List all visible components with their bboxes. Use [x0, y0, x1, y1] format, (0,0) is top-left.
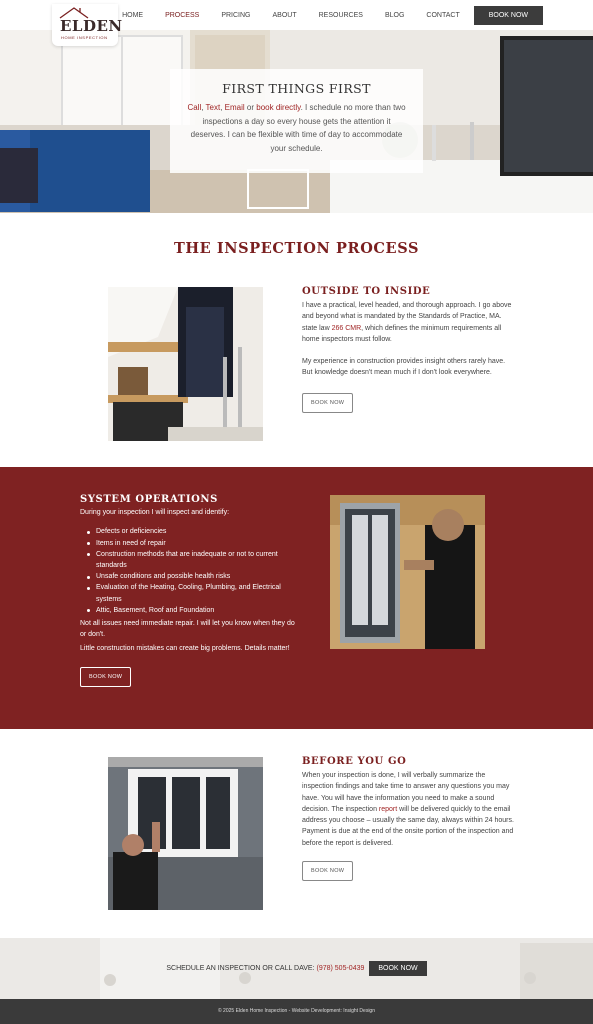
inspection-list [87, 526, 295, 616]
para-text: , which defines the minimum requirements all home inspectors must follow. [302, 324, 502, 343]
nav-process[interactable]: PROCESS [165, 11, 200, 19]
section-paragraph [302, 300, 517, 345]
text-link[interactable]: Text [205, 103, 221, 112]
logo-name: ELDEN [60, 17, 123, 35]
section-heading: BEFORE YOU GO [302, 756, 407, 767]
hero-body: . I schedule no more than two inspections a day so every house gets the attention it deserves. I can be flexible with time of day to accommodate your schedule. [190, 103, 406, 153]
section-paragraph: My experience in construction provides insight others rarely have. But knowledge doesn't mean much if I don't look everywhere. [302, 358, 506, 377]
list-item: Evaluation of the Heating, Cooling, Plumbing, and Electrical systems [87, 582, 295, 604]
hero-sep: , [201, 103, 206, 112]
nav-blog[interactable]: BLOG [384, 11, 405, 19]
attic-photo [108, 287, 263, 441]
phone-link[interactable]: (978) 505-0439 [316, 965, 365, 972]
nav-about[interactable]: ABOUT [272, 11, 297, 19]
section-intro: During your inspection I will inspect and identify: [80, 509, 230, 516]
para-text: When your inspection is done, I will verbally summarize the inspection findings and take time to answer any questions you may have. You will have the information you need to make a sound decision. The inspection [302, 772, 510, 813]
footer-text: © 2025 Elden Home Inspection - Website Development: Insight Design [217, 1008, 375, 1014]
book-directly-link[interactable]: book directly [256, 103, 301, 112]
list-item: Items in need of repair [87, 538, 295, 549]
para-text: will be delivered quickly to the email address you choose – usually the same day, always within 24 hours. Payment is due at the end of the onsite portion of the inspection and before the report is delivered. [302, 805, 514, 847]
cta-content [0, 961, 593, 976]
report-link[interactable]: report [378, 805, 398, 813]
main-nav [100, 6, 543, 24]
window-inspection-photo [108, 757, 263, 910]
section-note: Not all issues need immediate repair. I will let you know when they do or don't. [80, 619, 295, 639]
hero-card [170, 69, 423, 173]
process-title: THE INSPECTION PROCESS [173, 240, 420, 257]
logo-subtitle: HOME INSPECTION [61, 35, 108, 40]
outside-inside-section [302, 286, 517, 413]
book-now-button[interactable]: BOOK NOW [80, 667, 131, 687]
section-paragraph [302, 770, 517, 849]
system-operations-section [0, 467, 593, 729]
section-heading: OUTSIDE TO INSIDE [302, 286, 431, 297]
hero-banner [0, 30, 593, 213]
email-link[interactable]: Email [224, 103, 245, 112]
nav-pricing[interactable]: PRICING [221, 11, 251, 19]
hero-title: FIRST THINGS FIRST [222, 81, 371, 96]
section-note: Little construction mistakes can create big problems. Details matter! [80, 644, 290, 652]
site-footer [0, 999, 593, 1024]
list-item: Unsafe conditions and possible health risks [87, 571, 295, 582]
list-item: Attic, Basement, Roof and Foundation [87, 605, 295, 616]
cmr-link[interactable]: 266 CMR [331, 324, 362, 332]
site-header [0, 0, 593, 40]
list-item: Construction methods that are inadequate or not to current standards [87, 549, 295, 571]
before-you-go-section [302, 756, 517, 881]
cta-band [0, 938, 593, 999]
nav-book-now-button[interactable]: BOOK NOW [474, 6, 543, 25]
hero-sep: or [244, 103, 257, 112]
system-operations-text [80, 494, 295, 687]
cta-book-now-button[interactable]: BOOK NOW [369, 961, 426, 976]
book-now-button[interactable]: BOOK NOW [302, 393, 353, 413]
book-now-button[interactable]: BOOK NOW [302, 861, 353, 881]
nav-contact[interactable]: CONTACT [426, 11, 460, 19]
hero-text [170, 101, 423, 155]
section-heading: SYSTEM OPERATIONS [80, 494, 218, 505]
nav-resources[interactable]: RESOURCES [318, 11, 363, 19]
electrical-panel-photo [330, 495, 485, 649]
para-text: I have a practical, level headed, and thorough approach. I go above and beyond what is mandated by the Standards of Practice, MA. state law [302, 302, 512, 332]
nav-home[interactable]: HOME [122, 11, 144, 19]
cta-text: SCHEDULE AN INSPECTION OR CALL DAVE: [166, 965, 317, 972]
call-link[interactable]: Call [187, 103, 202, 112]
list-item: Defects or deficiencies [87, 526, 295, 537]
hero-sep: , [220, 103, 225, 112]
